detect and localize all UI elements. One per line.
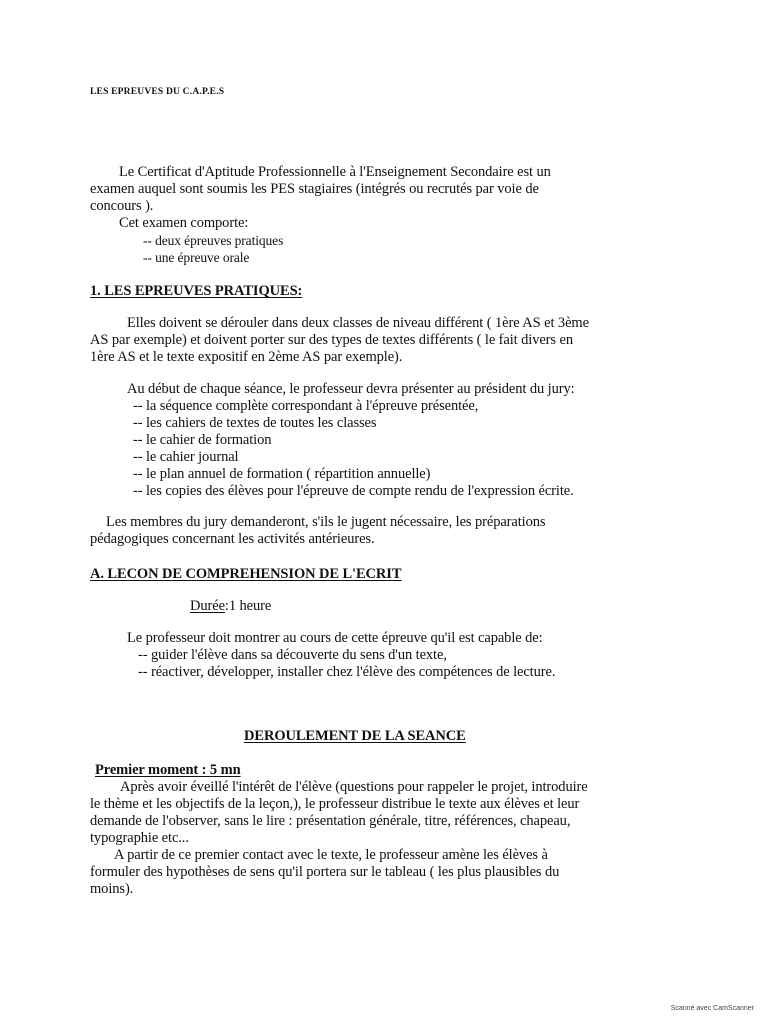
section-1-jury-line-1: Les membres du jury demanderont, s'ils le jugent nécessaire, les préparations <box>106 514 546 530</box>
section-1-para-line-2: AS par exemple) et doivent porter sur des types de textes différents ( le fait divers en <box>90 332 573 348</box>
section-1-debut: Au début de chaque séance, le professeur devra présenter au président du jury: <box>127 381 575 397</box>
section-1-item-1: -- la séquence complète correspondant à l'épreuve présentée, <box>133 398 479 414</box>
section-1-item-4: -- le cahier journal <box>133 449 239 465</box>
section-1-item-5: -- le plan annuel de formation ( répartition annuelle) <box>133 466 431 482</box>
section-a-heading: A. LECON DE COMPREHENSION DE L'ECRIT <box>90 566 402 582</box>
deroulement-para-2-line-1: A partir de ce premier contact avec le texte, le professeur amène les élèves à <box>114 847 548 863</box>
intro-line-1: Le Certificat d'Aptitude Professionnelle à l'Enseignement Secondaire est un <box>119 164 551 180</box>
deroulement-para-1-line-3: demande de l'observer, sans le lire : présentation générale, titre, références, chapeau, <box>90 813 571 829</box>
section-1-heading: 1. LES EPREUVES PRATIQUES: <box>90 283 303 299</box>
section-a-item-2: -- réactiver, développer, installer chez l'élève des compétences de lecture. <box>138 664 556 680</box>
intro-line-3: concours ). <box>90 198 154 214</box>
section-1-para-line-3: 1ère AS et le texte expositif en 2ème AS par exemple). <box>90 349 403 365</box>
deroulement-heading: DEROULEMENT DE LA SEANCE <box>244 728 466 744</box>
intro-item-2: -- une épreuve orale <box>143 250 250 265</box>
section-1-para-line-1: Elles doivent se dérouler dans deux classes de niveau différent ( 1ère AS et 3ème <box>127 315 589 331</box>
section-a-capable: Le professeur doit montrer au cours de cette épreuve qu'il est capable de: <box>127 630 543 646</box>
section-1-item-3: -- le cahier de formation <box>133 432 272 448</box>
deroulement-para-1-line-2: le thème et les objectifs de la leçon,), le professeur distribue le texte aux élèves et leur <box>90 796 580 812</box>
duree-label: Durée <box>190 598 225 614</box>
intro-item-1: -- deux épreuves pratiques <box>143 233 284 248</box>
section-1-jury-line-2: pédagogiques concernant les activités antérieures. <box>90 531 375 547</box>
intro-comporte: Cet examen comporte: <box>119 215 249 231</box>
section-1-item-6: -- les copies des élèves pour l'épreuve de compte rendu de l'expression écrite. <box>133 483 574 499</box>
deroulement-para-1-line-1: Après avoir éveillé l'intérêt de l'élève (questions pour rappeler le projet, introduire <box>120 779 588 795</box>
scanner-watermark: Scanné avec CamScanner <box>670 1005 754 1012</box>
deroulement-para-2-line-3: moins). <box>90 881 134 897</box>
duree-value: :1 heure <box>224 598 272 614</box>
section-a-item-1: -- guider l'élève dans sa découverte du sens d'un texte, <box>138 647 447 663</box>
premier-moment-label: Premier moment : 5 mn <box>95 762 241 778</box>
document-title: LES EPREUVES DU C.A.P.E.S <box>90 87 225 97</box>
deroulement-para-1-line-4: typographie etc... <box>90 830 189 846</box>
section-1-item-2: -- les cahiers de textes de toutes les classes <box>133 415 377 431</box>
deroulement-para-2-line-2: formuler des hypothèses de sens qu'il portera sur le tableau ( les plus plausibles du <box>90 864 560 880</box>
section-a-duree <box>190 598 271 615</box>
intro-line-2: examen auquel sont soumis les PES stagiaires (intégrés ou recrutés par voie de <box>90 181 539 197</box>
